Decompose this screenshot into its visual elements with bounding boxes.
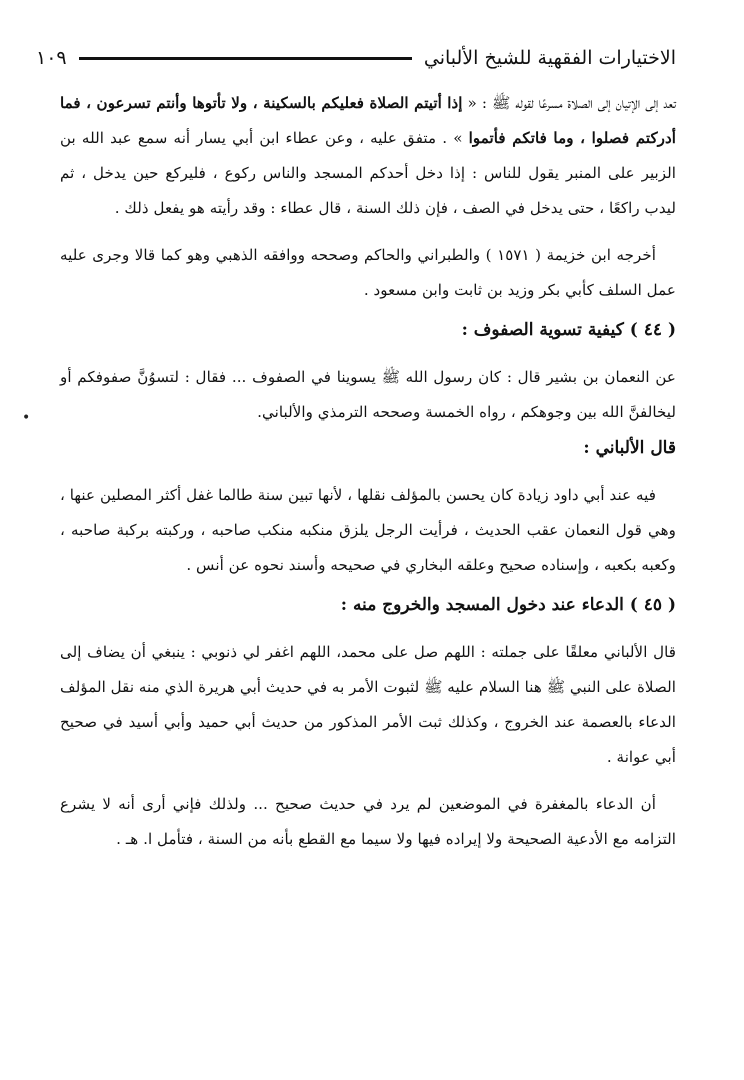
hadith-quote: إذا أتيتم الصلاة فعليكم بالسكينة ، ولا تأتوها وأنتم تسرعون ، فما أدركتم فصلوا ، وما فاتكم فأتموا — [60, 94, 676, 147]
page-number: ١٠٩ — [36, 47, 67, 69]
page-body — [60, 86, 676, 857]
paragraph-1 — [60, 86, 676, 226]
paragraph-6: أن الدعاء بالمغفرة في الموضعين لم يرد في حديث صحيح ... ولذلك فإني أرى أنه لا يشرع التزامه مع الأدعية الصحيحة ولا إيراده فيها ولا سيما مع القطع بأنه من السنة ، فتأمل ا. هـ . — [60, 795, 676, 848]
section-heading-45: ( ٤٥ ) الدعاء عند دخول المسجد والخروج منه : — [340, 595, 676, 615]
heading-albani: قال الألباني : — [583, 438, 676, 458]
paragraph-4: فيه عند أبي داود زيادة كان يحسن بالمؤلف نقلها ، لأنها تبين سنة طالما غفل أكثر المصلين عنها ، وهي قول النعمان عقب الحديث ، فرأيت الرجل يلزق منكبه منكب صاحبه ، وركبته بركبة صاحبه ، وكعبه بكعبه ، وإسناده صحيح وعلقه البخاري في صحيحه وأسند نحوه عن أنس . — [60, 486, 676, 574]
paragraph-2: أخرجه ابن خزيمة ( ١٥٧١ ) والطبراني والحاكم وصححه ووافقه الذهبي وهو كما قالا وجرى عليه عمل السلف كأبي بكر وزيد بن ثابت وابن مسعود . — [60, 246, 676, 299]
running-title: الاختيارات الفقهية للشيخ الألباني — [423, 47, 676, 69]
margin-mark: • — [22, 410, 31, 426]
section-heading-44: ( ٤٤ ) كيفية تسوية الصفوف : — [461, 320, 676, 340]
paragraph-3: عن النعمان بن بشير قال : كان رسول الله ﷺ يسوينا في الصفوف ... فقال : لتسوُنَّ صفوفكم أو ليخالفنَّ الله بين وجوهكم ، رواه الخمسة وصححه الترمذي والألباني. — [60, 368, 676, 421]
paragraph-1-part-3: » . متفق عليه ، وعن عطاء ابن أبي يسار أنه سمع عبد الله بن الزبير على المنبر يقول للناس : إذا دخل أحدكم المسجد والناس ركوع ، فليركع حين يدخل ، ثم ليدب راكعًا ، حتى يدخل في الصف ، فإن ذلك السنة ، قال عطاء : وقد رأيته هو يفعل ذلك . — [60, 129, 676, 217]
page-header — [36, 38, 676, 78]
header-rule — [79, 57, 412, 60]
paragraph-1-part-1: تعد إلى الإتيان إلى الصلاة مسرعًا لقوله ﷺ : « — [462, 94, 676, 112]
paragraph-5: قال الألباني معلقًا على جملته : اللهم صل على محمد، اللهم اغفر لي ذنوبي : ينبغي أن يضاف إلى الصلاة على النبي ﷺ هنا السلام عليه ﷺ لثبوت الأمر به في حديث أبي هريرة الذي منه نقل المؤلف الدعاء بالعصمة عند الخروج ، وكذلك ثبت الأمر المذكور من حديث أبي حميد وأبي أسيد في صحيح أبي عوانة . — [60, 643, 676, 766]
